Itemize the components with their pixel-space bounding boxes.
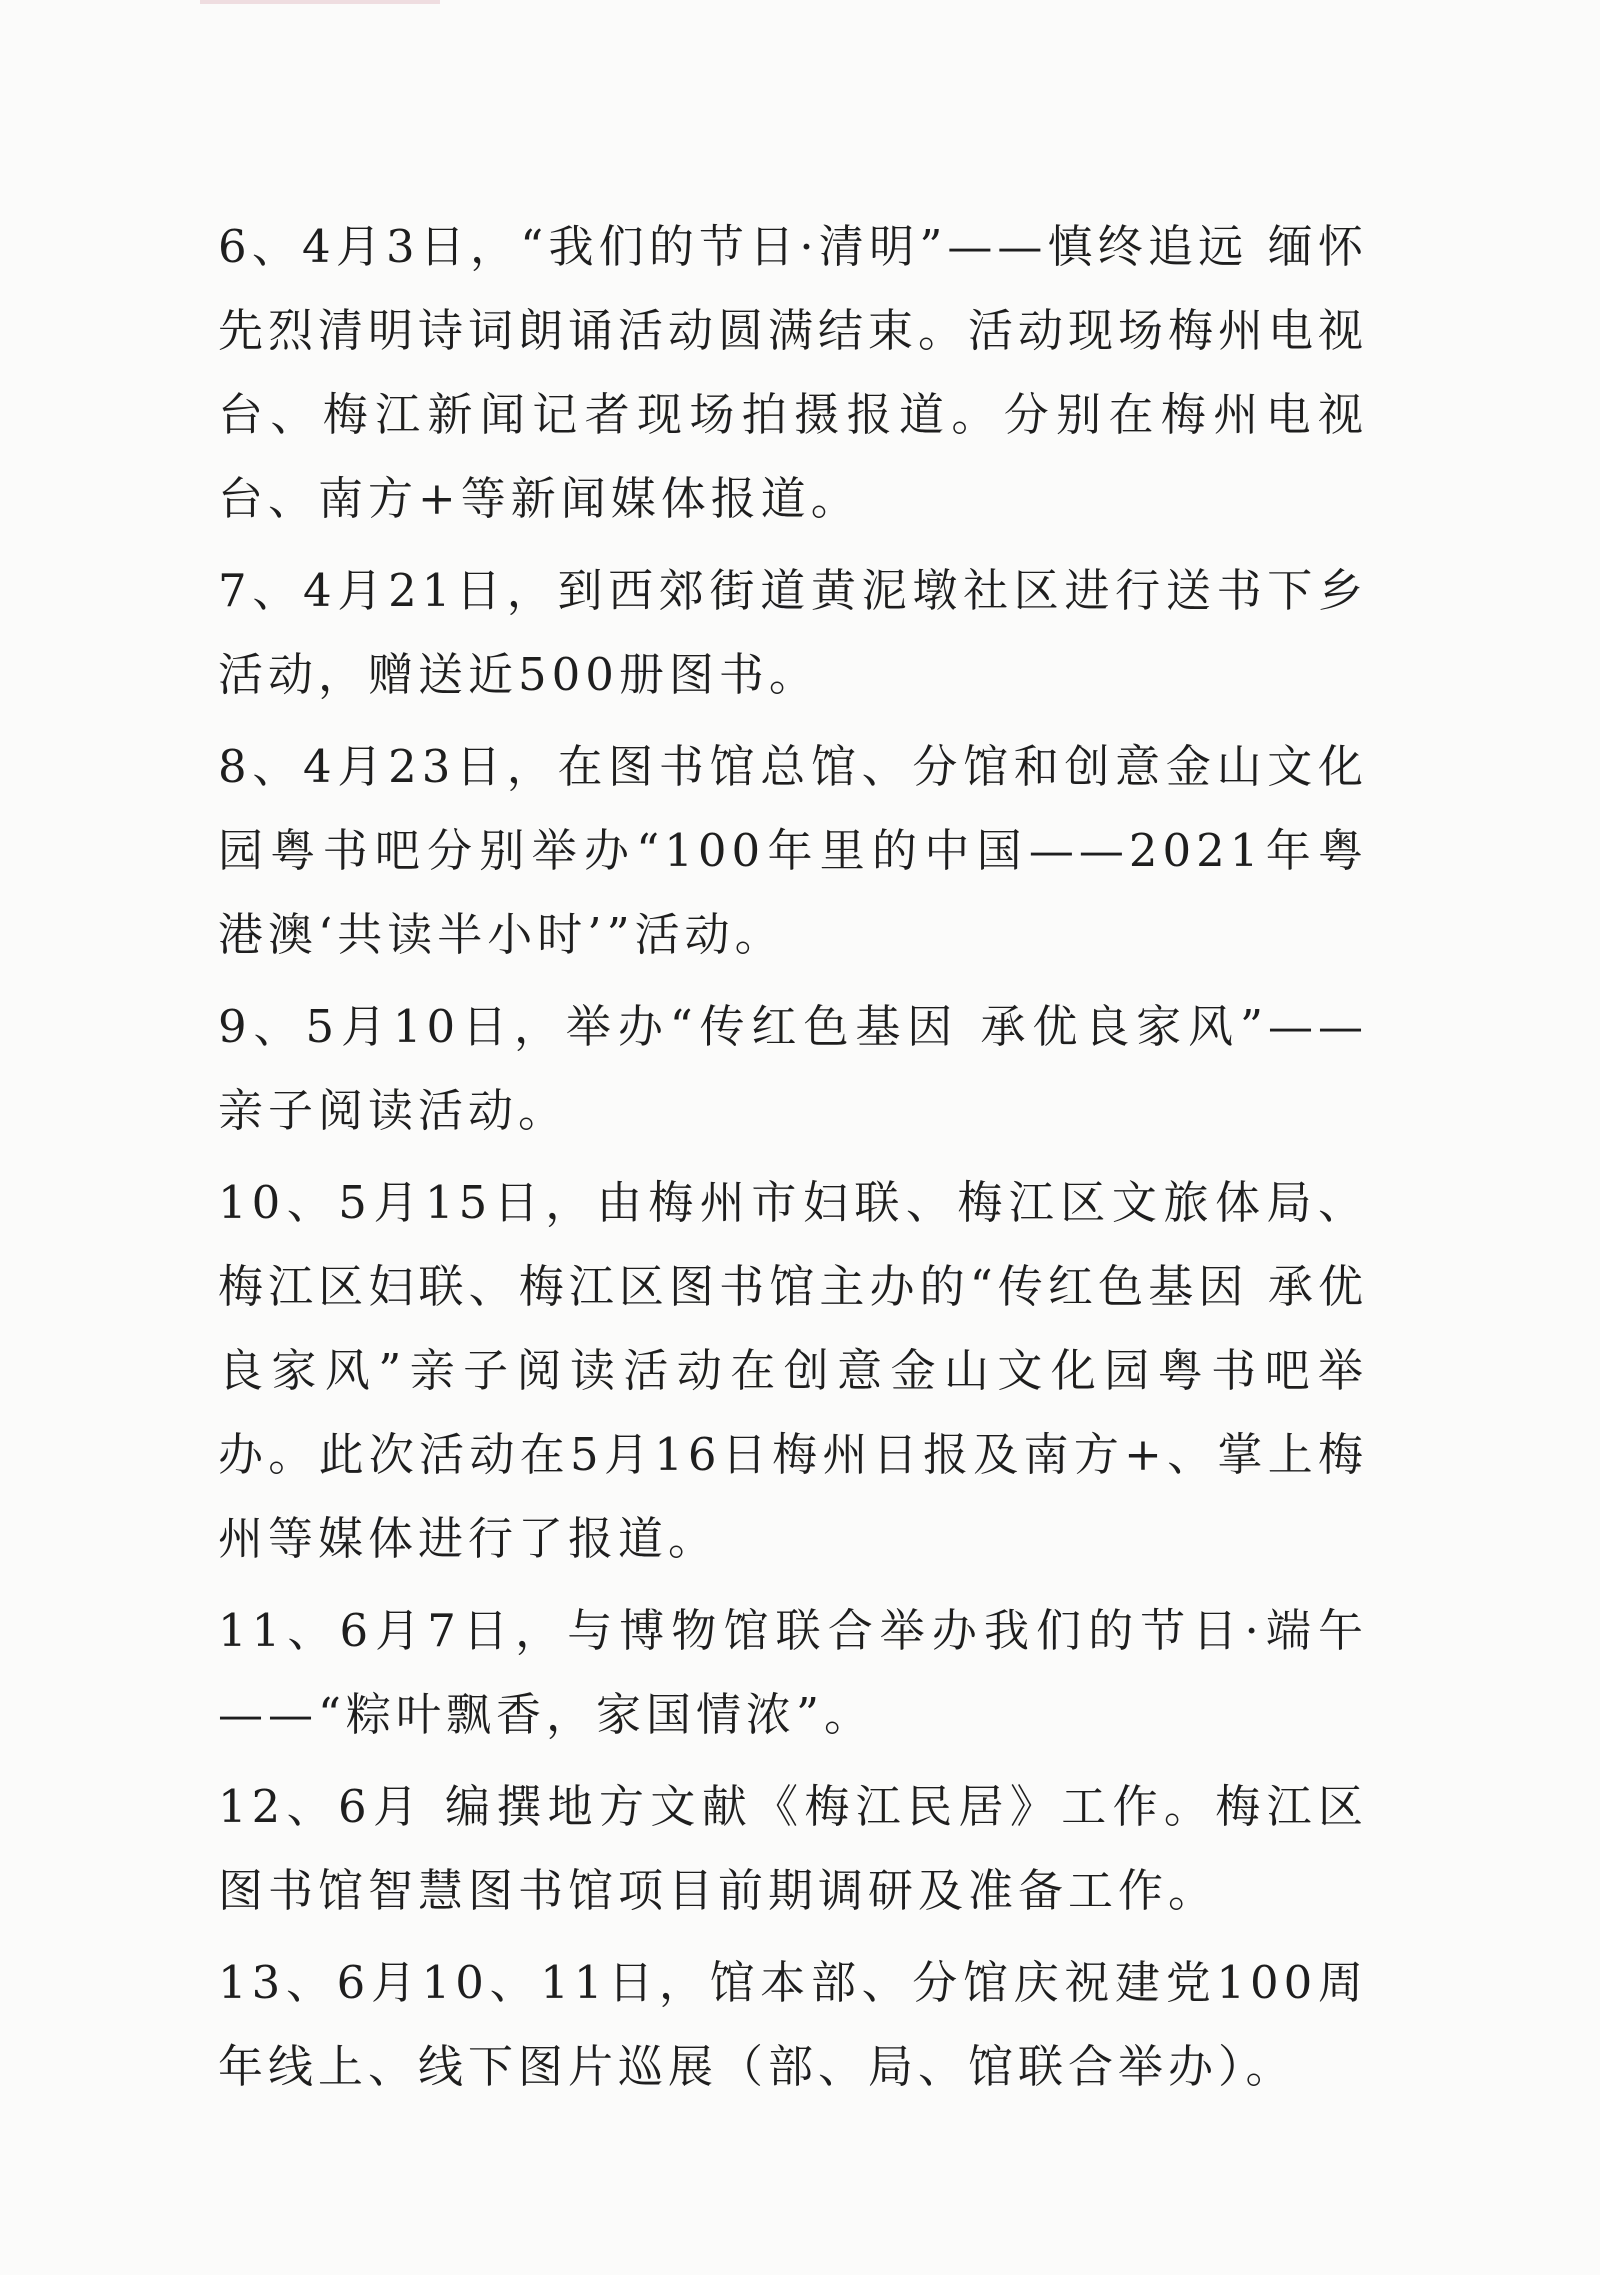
paragraph-item-13: 13、6月10、11日，馆本部、分馆庆祝建党100周年线上、线下图片巡展（部、局、馆联合举办）。	[218, 1956, 1368, 2093]
paragraph-item-9: 9、5月10日，举办“传红色基因 承优良家风”——亲子阅读活动。	[218, 1000, 1368, 1137]
paragraph-item-8: 8、4月23日，在图书馆总馆、分馆和创意金山文化园粤书吧分别举办“100年里的中国——2021年粤港澳‘共读半小时’”活动。	[218, 740, 1368, 961]
document-body	[218, 205, 1368, 2117]
paragraph-item-6: 6、4月3日，“我们的节日·清明”——慎终追远 缅怀先烈清明诗词朗诵活动圆满结束。活动现场梅州电视台、梅江新闻记者现场拍摄报道。分别在梅州电视台、南方+等新闻媒体报道。	[218, 220, 1369, 525]
paragraph-item-11: 11、6月7日，与博物馆联合举办我们的节日·端午——“粽叶飘香，家国情浓”。	[218, 1604, 1368, 1741]
paragraph-item-12: 12、6月 编撰地方文献《梅江民居》工作。梅江区图书馆智慧图书馆项目前期调研及准备工作。	[218, 1780, 1368, 1917]
paragraph-item-7: 7、4月21日，到西郊街道黄泥墩社区进行送书下乡活动，赠送近500册图书。	[218, 564, 1368, 701]
paragraph-item-10: 10、5月15日，由梅州市妇联、梅江区文旅体局、梅江区妇联、梅江区图书馆主办的“传红色基因 承优良家风”亲子阅读活动在创意金山文化园粤书吧举办。此次活动在5月16日梅州日报及南方+、掌上梅州等媒体进行了报道。	[218, 1176, 1368, 1565]
scan-edge-mark	[200, 0, 440, 4]
